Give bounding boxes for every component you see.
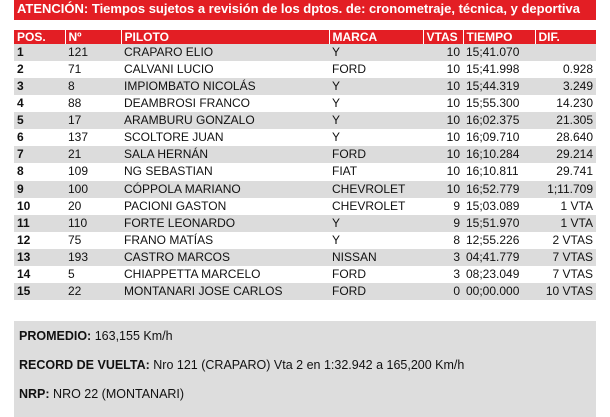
- cell-num: 110: [65, 215, 121, 232]
- col-header-time: TIEMPO: [463, 30, 535, 44]
- cell-num: 88: [65, 95, 121, 112]
- cell-driver: CALVANI LUCIO: [121, 61, 329, 78]
- cell-time: 16;52.779: [463, 181, 535, 198]
- cell-diff: 1;11.709: [535, 181, 596, 198]
- cell-num: 100: [65, 181, 121, 198]
- cell-laps: 3: [423, 249, 463, 266]
- cell-num: 121: [65, 44, 121, 61]
- table-row: [14, 44, 596, 61]
- average-speed-value: 163,155 Km/h: [94, 329, 173, 343]
- cell-time: 16;10.811: [463, 163, 535, 180]
- cell-pos: 8: [14, 163, 65, 180]
- col-header-laps: VTAS: [423, 30, 463, 44]
- cell-num: 75: [65, 232, 121, 249]
- cell-time: 16;09.710: [463, 129, 535, 146]
- cell-brand: FORD: [329, 283, 423, 300]
- cell-diff: 10 VTAS: [535, 283, 596, 300]
- table-row: [14, 249, 596, 266]
- table-row: [14, 198, 596, 215]
- nrp-line: [19, 387, 184, 401]
- cell-time: 08;23.049: [463, 266, 535, 283]
- table-row: [14, 266, 596, 283]
- cell-diff: [535, 44, 596, 61]
- cell-num: 22: [65, 283, 121, 300]
- cell-laps: 10: [423, 78, 463, 95]
- cell-num: 71: [65, 61, 121, 78]
- cell-num: 20: [65, 198, 121, 215]
- cell-driver: CRAPARO ELIO: [121, 44, 329, 61]
- cell-driver: SALA HERNÁN: [121, 146, 329, 163]
- cell-driver: SCOLTORE JUAN: [121, 129, 329, 146]
- cell-time: 15;55.300: [463, 95, 535, 112]
- cell-brand: Y: [329, 78, 423, 95]
- cell-num: 137: [65, 129, 121, 146]
- cell-laps: 10: [423, 146, 463, 163]
- cell-num: 109: [65, 163, 121, 180]
- cell-time: 15;44.319: [463, 78, 535, 95]
- lap-record-label: RECORD DE VUELTA:: [19, 358, 150, 372]
- table-row: [14, 283, 596, 300]
- cell-laps: 8: [423, 232, 463, 249]
- cell-laps: 10: [423, 44, 463, 61]
- nrp-label: NRP:: [19, 387, 50, 401]
- lap-record-value: Nro 121 (CRAPARO) Vta 2 en 1:32.942 a 165,200 Km/h: [153, 358, 465, 372]
- cell-time: 04;41.779: [463, 249, 535, 266]
- cell-pos: 6: [14, 129, 65, 146]
- lap-record-line: [19, 358, 464, 372]
- cell-pos: 3: [14, 78, 65, 95]
- table-row: [14, 146, 596, 163]
- cell-laps: 3: [423, 266, 463, 283]
- cell-laps: 10: [423, 61, 463, 78]
- table-row: [14, 61, 596, 78]
- cell-driver: FORTE LEONARDO: [121, 215, 329, 232]
- cell-pos: 11: [14, 215, 65, 232]
- cell-time: 15;41.998: [463, 61, 535, 78]
- cell-diff: 7 VTAS: [535, 266, 596, 283]
- cell-driver: MONTANARI JOSE CARLOS: [121, 283, 329, 300]
- cell-pos: 7: [14, 146, 65, 163]
- cell-brand: FIAT: [329, 163, 423, 180]
- cell-pos: 1: [14, 44, 65, 61]
- cell-driver: CASTRO MARCOS: [121, 249, 329, 266]
- cell-brand: FORD: [329, 146, 423, 163]
- cell-diff: 3.249: [535, 78, 596, 95]
- cell-diff: 2 VTAS: [535, 232, 596, 249]
- cell-brand: Y: [329, 232, 423, 249]
- table-row: [14, 215, 596, 232]
- table-header-row: [14, 30, 596, 44]
- cell-brand: Y: [329, 95, 423, 112]
- cell-diff: 0.928: [535, 61, 596, 78]
- cell-pos: 9: [14, 181, 65, 198]
- average-speed-label: PROMEDIO:: [19, 329, 92, 343]
- cell-laps: 10: [423, 181, 463, 198]
- col-header-driver: PILOTO: [121, 30, 329, 44]
- cell-pos: 10: [14, 198, 65, 215]
- cell-driver: NG SEBASTIAN: [121, 163, 329, 180]
- cell-brand: Y: [329, 129, 423, 146]
- cell-time: 16;02.375: [463, 112, 535, 129]
- cell-num: 17: [65, 112, 121, 129]
- cell-laps: 10: [423, 95, 463, 112]
- cell-pos: 15: [14, 283, 65, 300]
- cell-driver: CÓPPOLA MARIANO: [121, 181, 329, 198]
- cell-time: 15;41.070: [463, 44, 535, 61]
- table-row: [14, 232, 596, 249]
- cell-brand: NISSAN: [329, 249, 423, 266]
- cell-driver: DEAMBROSI FRANCO: [121, 95, 329, 112]
- cell-diff: 28.640: [535, 129, 596, 146]
- table-row: [14, 112, 596, 129]
- cell-num: 5: [65, 266, 121, 283]
- cell-num: 21: [65, 146, 121, 163]
- cell-pos: 4: [14, 95, 65, 112]
- cell-time: 00;00.000: [463, 283, 535, 300]
- cell-laps: 0: [423, 283, 463, 300]
- col-header-pos: POS.: [14, 30, 65, 44]
- cell-time: 12;55.226: [463, 232, 535, 249]
- cell-diff: 29.741: [535, 163, 596, 180]
- cell-brand: FORD: [329, 61, 423, 78]
- warning-banner: ATENCIÓN: Tiempos sujetos a revisión de los dptos. de: cronometraje, técnica, y deportiva: [14, 0, 596, 20]
- table-row: [14, 95, 596, 112]
- col-header-brand: MARCA: [329, 30, 423, 44]
- cell-driver: FRANO MATÍAS: [121, 232, 329, 249]
- cell-driver: PACIONI GASTON: [121, 198, 329, 215]
- results-table: [14, 30, 596, 300]
- cell-pos: 12: [14, 232, 65, 249]
- nrp-value: NRO 22 (MONTANARI): [53, 387, 185, 401]
- cell-brand: CHEVROLET: [329, 198, 423, 215]
- cell-laps: 10: [423, 163, 463, 180]
- cell-diff: 1 VTA: [535, 198, 596, 215]
- cell-diff: 7 VTAS: [535, 249, 596, 266]
- cell-driver: ARAMBURU GONZALO: [121, 112, 329, 129]
- cell-num: 8: [65, 78, 121, 95]
- table-row: [14, 163, 596, 180]
- cell-driver: CHIAPPETTA MARCELO: [121, 266, 329, 283]
- cell-pos: 14: [14, 266, 65, 283]
- cell-time: 16;10.284: [463, 146, 535, 163]
- table-row: [14, 181, 596, 198]
- cell-num: 193: [65, 249, 121, 266]
- table-row: [14, 129, 596, 146]
- cell-pos: 5: [14, 112, 65, 129]
- cell-brand: CHEVROLET: [329, 181, 423, 198]
- cell-time: 15;51.970: [463, 215, 535, 232]
- cell-pos: 2: [14, 61, 65, 78]
- col-header-diff: DIF.: [535, 30, 596, 44]
- cell-diff: 29.214: [535, 146, 596, 163]
- cell-brand: Y: [329, 215, 423, 232]
- cell-laps: 10: [423, 129, 463, 146]
- cell-laps: 10: [423, 112, 463, 129]
- cell-brand: Y: [329, 44, 423, 61]
- cell-driver: IMPIOMBATO NICOLÁS: [121, 78, 329, 95]
- cell-pos: 13: [14, 249, 65, 266]
- cell-laps: 9: [423, 198, 463, 215]
- average-speed-line: [19, 329, 173, 343]
- cell-brand: Y: [329, 112, 423, 129]
- cell-diff: 21.305: [535, 112, 596, 129]
- table-row: [14, 78, 596, 95]
- cell-laps: 9: [423, 215, 463, 232]
- cell-time: 15;03.089: [463, 198, 535, 215]
- col-header-num: Nº: [65, 30, 121, 44]
- cell-diff: 1 VTA: [535, 215, 596, 232]
- cell-brand: FORD: [329, 266, 423, 283]
- cell-diff: 14.230: [535, 95, 596, 112]
